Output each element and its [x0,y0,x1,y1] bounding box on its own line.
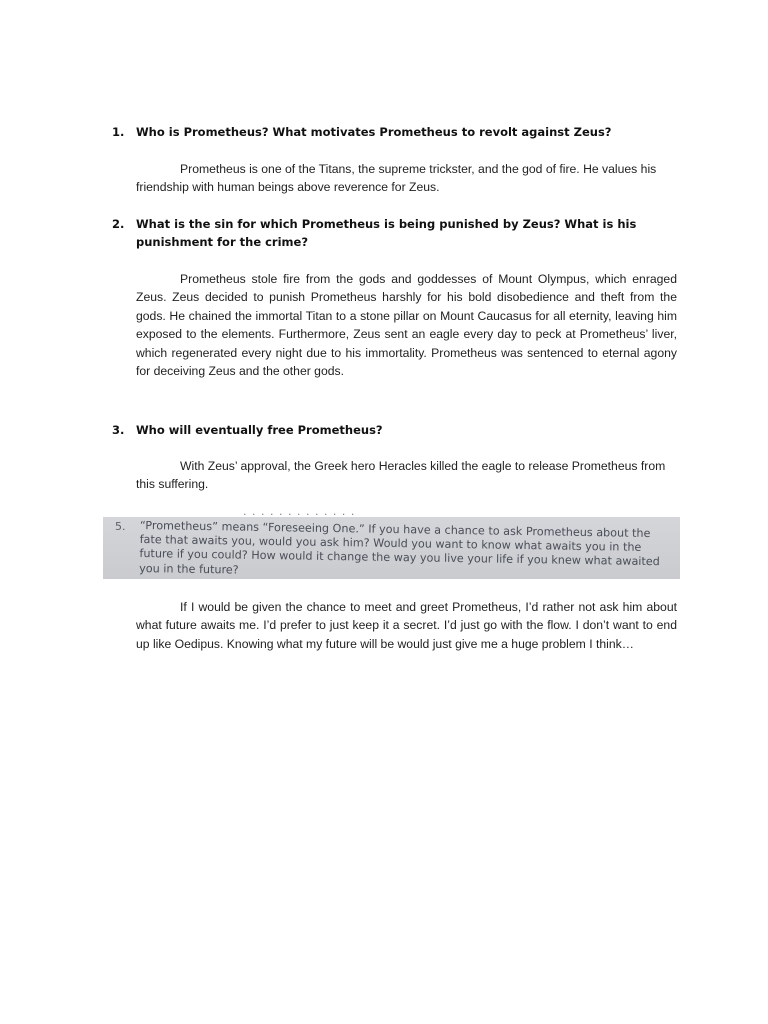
answer-1: Prometheus is one of the Titans, the supreme trickster, and the god of fire. He values his friendship with human beings above reverence for Zeus. [136,162,657,195]
question-number: 2. [112,217,125,231]
question-1 [112,123,680,141]
question-2 [112,215,680,251]
cropped-text-artifact: · · · · · · · · · · · · · [243,508,356,521]
answer-2: Prometheus stole fire from the gods and goddesses of Mount Olympus, which enraged Zeus. Zeus decided to punish Prometheus harshly for his bold disobedience and theft from the gods. He chained the immortal Titan to a stone pillar on Mount Caucasus for all eternity, leaving him exposed to the elements. Furthermore, Zeus sent an eagle every day to peck at Prometheus’ liver, which regenerated every night due to his immortality. Prometheus was sentenced to eternal agony for deceiving Zeus and the other gods. [136,272,677,379]
question-3 [112,421,680,439]
question-text: Who is Prometheus? What motivates Prometheus to revolt against Zeus? [136,125,612,139]
pasted-question-number: 5. [115,520,126,533]
question-number: 3. [112,423,125,437]
answer-5: If I would be given the chance to meet and greet Prometheus, I’d rather not ask him about what future awaits me. I’d prefer to just keep it a secret. I’d just go with the flow. I don’t want to end up like Oedipus. Knowing what my future will be would just give me a huge problem I think… [136,600,677,651]
answer-3: With Zeus’ approval, the Greek hero Heracles killed the eagle to release Prometheus from this suffering. [136,459,666,492]
pasted-question-image [103,508,680,579]
pasted-question-text: “Prometheus” means “Foreseeing One.” If you have a chance to ask Prometheus about the fate that awaits you, would you ask him? Would you want to know what awaits you in the future if you could? How would it change the way you live your life if you knew what awaited you in the future? [139,519,660,577]
question-number: 1. [112,125,125,139]
question-text: Who will eventually free Prometheus? [136,423,383,437]
question-text: What is the sin for which Prometheus is being punished by Zeus? What is his punishment for the crime? [136,217,637,249]
